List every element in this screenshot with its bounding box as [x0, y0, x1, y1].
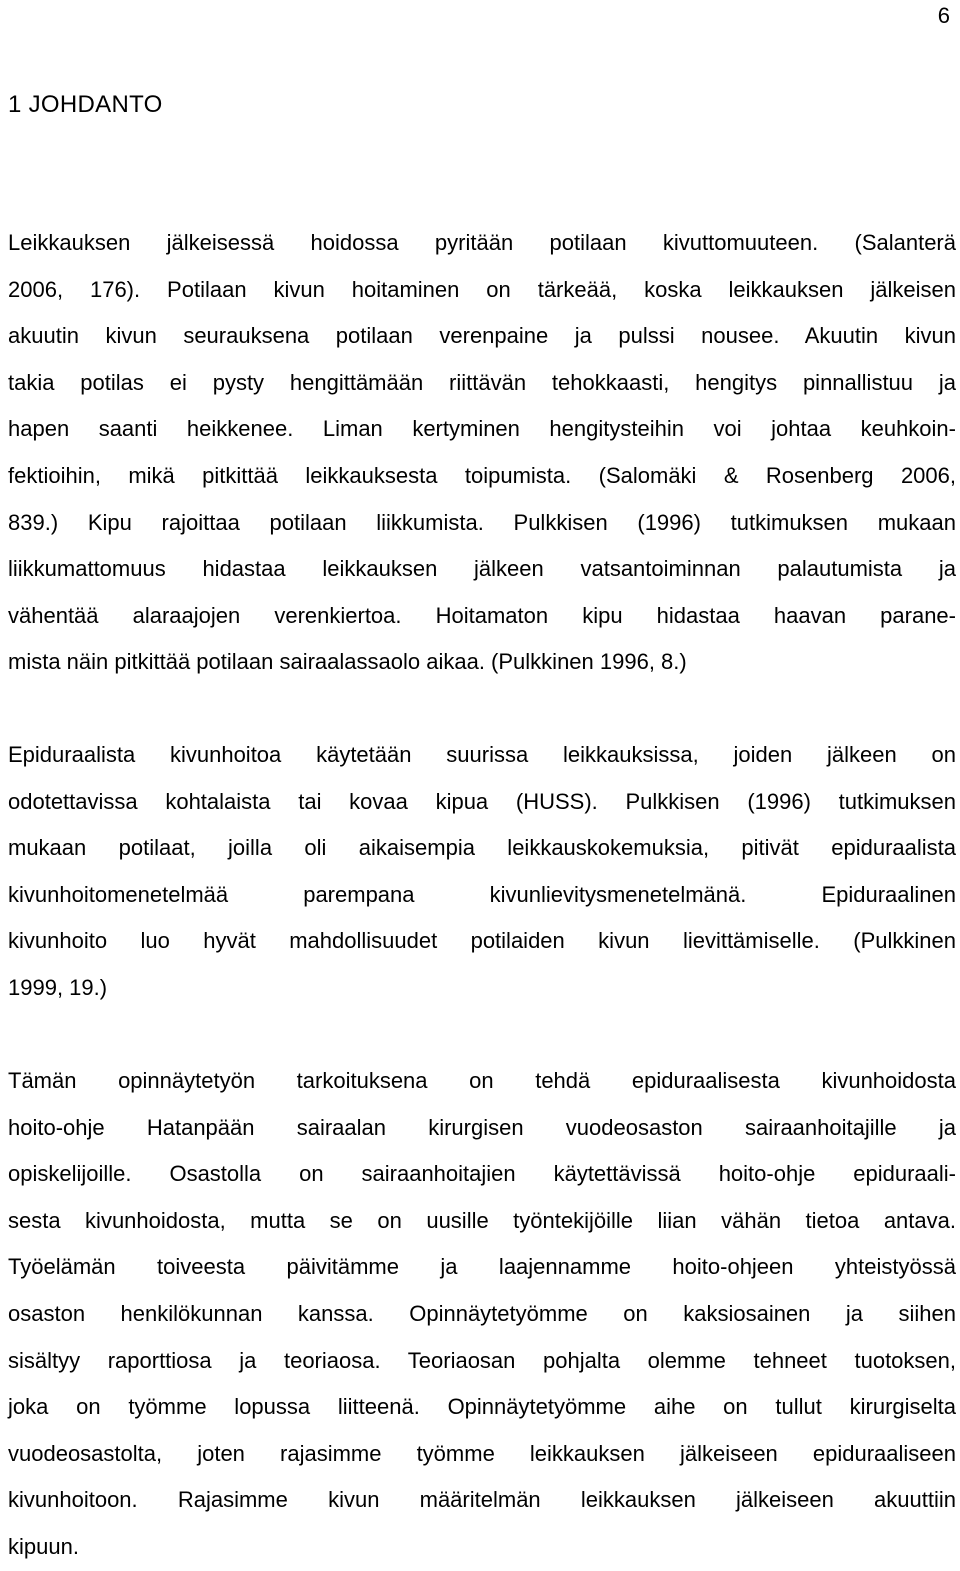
- text-line: opiskelijoille. Osastolla on sairaanhoitajien käytettävissä hoito-ohje epiduraali-: [8, 1161, 956, 1187]
- text-line: Tämän opinnäytetyön tarkoituksena on tehdä epiduraalisesta kivunhoidosta: [8, 1068, 956, 1093]
- text-line: kivunhoito luo hyvät mahdollisuudet potilaiden kivun lievittämiselle. (Pulkkinen: [8, 928, 956, 954]
- text-line: Leikkauksen jälkeisessä hoidossa pyritään potilaan kivuttomuuteen. (Salanterä: [8, 230, 956, 255]
- text-line: 839.) Kipu rajoittaa potilaan liikkumista. Pulkkisen (1996) tutkimuksen mukaan: [8, 509, 956, 535]
- text-line: Työelämän toiveesta päivitämme ja laajennamme hoito-ohjeen yhteistyössä: [8, 1254, 956, 1280]
- text-line: joka on työmme lopussa liitteenä. Opinnäytetyömme aihe on tullut kirurgiselta: [8, 1394, 956, 1420]
- text-line: hapen saanti heikkenee. Liman kertyminen hengitysteihin voi johtaa keuhkoin-: [8, 416, 956, 442]
- text-line: kivunhoitoon. Rajasimme kivun määritelmän leikkauksen jälkeiseen akuuttiin: [8, 1487, 956, 1513]
- text-line: mista näin pitkittää potilaan sairaalassaolo aikaa. (Pulkkinen 1996, 8.): [8, 649, 687, 675]
- paragraph-purpose: [8, 1058, 956, 1571]
- text-line: kivunhoitomenetelmää parempana kivunlievitysmenetelmänä. Epiduraalinen: [8, 881, 956, 907]
- text-line: takia potilas ei pysty hengittämään riittävän tehokkaasti, hengitys pinnallistuu ja: [8, 369, 956, 395]
- text-line: 1999, 19.): [8, 974, 108, 1000]
- text-line: sisältyy raporttiosa ja teoriaosa. Teoriaosan pohjalta olemme tehneet tuotoksen,: [8, 1347, 956, 1373]
- paragraph-introduction: [8, 220, 956, 686]
- text-line: kipuun.: [8, 1533, 79, 1559]
- text-line: hoito-ohje Hatanpään sairaalan kirurgisen vuodeosaston sairaanhoitajille ja: [8, 1114, 956, 1140]
- text-line: vähentää alaraajojen verenkiertoa. Hoitamaton kipu hidastaa haavan parane-: [8, 602, 956, 628]
- text-line: liikkumattomuus hidastaa leikkauksen jälkeen vatsantoiminnan palautumista ja: [8, 556, 956, 582]
- text-line: osaston henkilökunnan kanssa. Opinnäytetyömme on kaksiosainen ja siihen: [8, 1300, 956, 1326]
- text-line: sesta kivunhoidosta, mutta se on uusille työntekijöille liian vähän tietoa antava.: [8, 1207, 956, 1233]
- text-line: mukaan potilaat, joilla oli aikaisempia leikkauskokemuksia, pitivät epiduraalista: [8, 835, 956, 861]
- text-line: 2006, 176). Potilaan kivun hoitaminen on tärkeää, koska leikkauksen jälkeisen: [8, 276, 956, 302]
- paragraph-epidural: [8, 732, 956, 1012]
- page-number: 6: [937, 3, 950, 28]
- text-line: odotettavissa kohtalaista tai kovaa kipua (HUSS). Pulkkisen (1996) tutkimuksen: [8, 788, 956, 814]
- text-line: vuodeosastolta, joten rajasimme työmme leikkauksen jälkeiseen epiduraaliseen: [8, 1440, 956, 1466]
- chapter-heading: 1 JOHDANTO: [8, 91, 163, 118]
- text-line: Epiduraalista kivunhoitoa käytetään suurissa leikkauksissa, joiden jälkeen on: [8, 742, 956, 767]
- text-line: fektioihin, mikä pitkittää leikkauksesta toipumista. (Salomäki & Rosenberg 2006,: [8, 462, 956, 488]
- text-line: akuutin kivun seurauksena potilaan verenpaine ja pulssi nousee. Akuutin kivun: [8, 323, 956, 349]
